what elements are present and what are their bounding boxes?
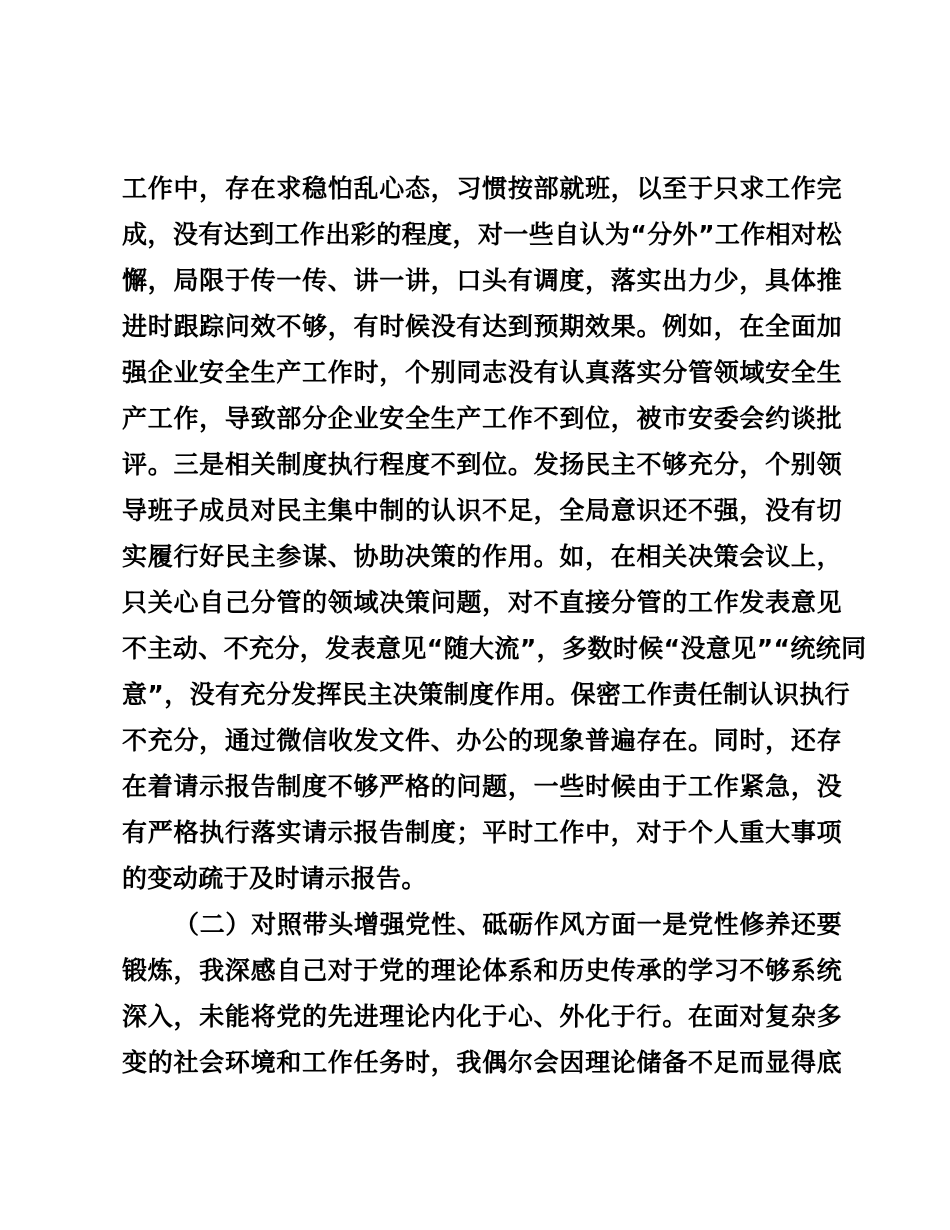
text-line: 在着请示报告制度不够严格的问题，一些时候由于工作紧急，没 (122, 772, 842, 801)
paragraph-last-line: 的变动疏于及时请示报告。 (122, 864, 427, 893)
text-line: 进时跟踪问效不够，有时候没有达到预期效果。例如，在全面加 (122, 312, 842, 341)
text-line: 强企业安全生产工作时，个别同志没有认真落实分管领域安全生 (122, 358, 842, 387)
text-line: 评。三是相关制度执行程度不到位。发扬民主不够充分，个别领 (122, 450, 842, 479)
text-line: 只关心自己分管的领域决策问题，对不直接分管的工作发表意见 (122, 588, 842, 617)
text-line: 产工作，导致部分企业安全生产工作不到位，被市安委会约谈批 (122, 404, 842, 433)
text-line: 意”，没有充分发挥民主决策制度作用。保密工作责任制认识执行 (122, 680, 851, 709)
section-heading-line: （二）对照带头增强党性、砥砺作风方面一是党性修养还要 (174, 910, 842, 939)
text-line: 有严格执行落实请示报告制度；平时工作中，对于个人重大事项 (122, 818, 842, 847)
text-line: 不充分，通过微信收发文件、办公的现象普遍存在。同时，还存 (122, 726, 842, 755)
text-line: 工作中，存在求稳怕乱心态，习惯按部就班，以至于只求工作完 (122, 174, 842, 203)
body-text (122, 166, 867, 1086)
text-line: 懈，局限于传一传、讲一讲，口头有调度，落实出力少，具体推 (122, 266, 842, 295)
text-line: 实履行好民主参谋、协助决策的作用。如，在相关决策会议上， (122, 542, 842, 571)
text-line: 成，没有达到工作出彩的程度，对一些自认为“分外”工作相对松 (122, 220, 842, 249)
text-line: 锻炼，我深感自己对于党的理论体系和历史传承的学习不够系统 (122, 956, 842, 985)
text-line: 深入，未能将党的先进理论内化于心、外化于行。在面对复杂多 (122, 1002, 842, 1031)
text-line: 不主动、不充分，发表意见“随大流”，多数时候“没意见”“统统同 (122, 634, 867, 663)
text-line: 导班子成员对民主集中制的认识不足，全局意识还不强，没有切 (122, 496, 842, 525)
text-line: 变的社会环境和工作任务时，我偶尔会因理论储备不足而显得底 (122, 1048, 842, 1077)
